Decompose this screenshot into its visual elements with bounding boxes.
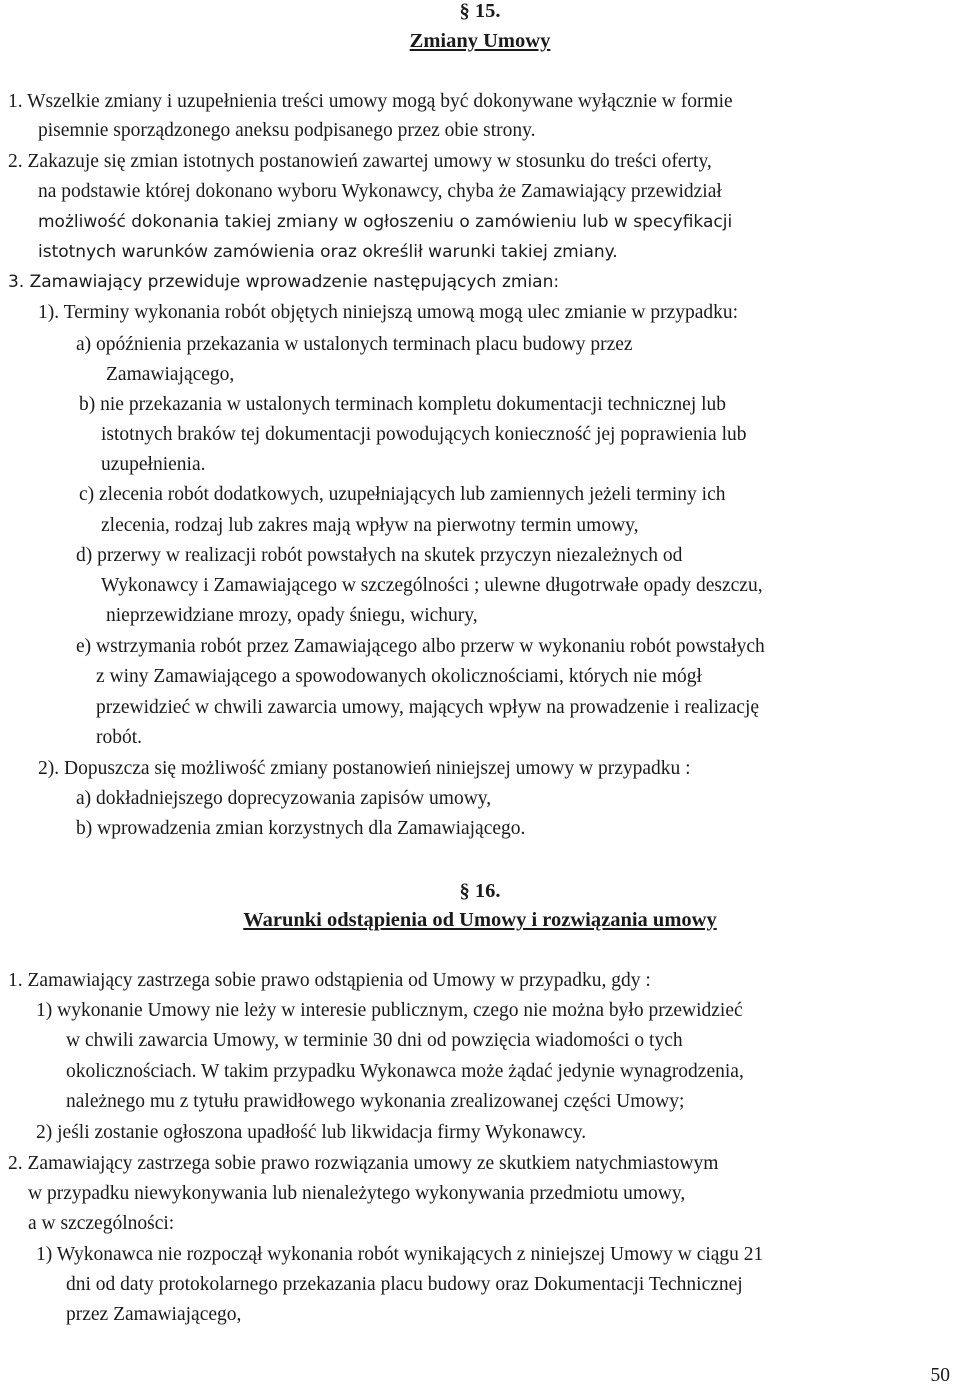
text-line: 1) wykonanie Umowy nie leży w interesie publicznym, czego nie można było przewidzieć	[36, 1000, 743, 1021]
text-line: 1). Terminy wykonania robót objętych niniejszą umową mogą ulec zmianie w przypadku:	[38, 302, 739, 323]
page-number: 50	[930, 1365, 950, 1386]
text-line: zlecenia, rodzaj lub zakres mają wpływ na pierwotny termin umowy,	[101, 515, 639, 536]
text-line: 2) jeśli zostanie ogłoszona upadłość lub likwidacja firmy Wykonawcy.	[36, 1122, 587, 1143]
text-line: przewidzieć w chwili zawarcia umowy, mających wpływ na prowadzenie i realizację	[96, 697, 760, 718]
text-line: okolicznościach. W takim przypadku Wykonawca może żądać jedynie wynagrodzenia,	[66, 1061, 744, 1082]
text-line: nieprzewidziane mrozy, opady śniegu, wichury,	[106, 605, 478, 626]
text-line: a) opóźnienia przekazania w ustalonych terminach placu budowy przez	[76, 334, 633, 355]
text-line: w chwili zawarcia Umowy, w terminie 30 dni od powzięcia wiadomości o tych	[66, 1030, 683, 1051]
text-line: 2. Zakazuje się zmian istotnych postanowień zawartej umowy w stosunku do treści oferty,	[8, 151, 712, 172]
text-line: a w szczególności:	[28, 1213, 175, 1234]
text-line: w przypadku niewykonywania lub nienależytego wykonywania przedmiotu umowy,	[28, 1183, 686, 1204]
text-line: możliwość dokonania takiej zmiany w ogłoszeniu o zamówieniu lub w specyfikacji	[38, 212, 733, 232]
text-line: przez Zamawiającego,	[66, 1304, 242, 1325]
text-line: 1. Zamawiający zastrzega sobie prawo odstąpienia od Umowy w przypadku, gdy :	[8, 970, 651, 991]
text-line: b) nie przekazania w ustalonych terminach kompletu dokumentacji technicznej lub	[79, 394, 727, 415]
text-line: 3. Zamawiający przewiduje wprowadzenie następujących zmian:	[8, 272, 560, 292]
text-line: 2). Dopuszcza się możliwość zmiany postanowień niniejszej umowy w przypadku :	[38, 758, 691, 779]
text-line: na podstawie której dokonano wyboru Wykonawcy, chyba że Zamawiający przewidział	[38, 181, 722, 202]
section-15-number: § 15.	[459, 0, 501, 22]
text-line: b) wprowadzenia zmian korzystnych dla Zamawiającego.	[76, 818, 526, 839]
text-line: istotnych warunków zamówienia oraz określił warunki takiej zmiany.	[38, 242, 618, 262]
text-line: 2. Zamawiający zastrzega sobie prawo rozwiązania umowy ze skutkiem natychmiastowym	[8, 1153, 719, 1174]
text-line: d) przerwy w realizacji robót powstałych na skutek przyczyn niezależnych od	[76, 545, 683, 566]
text-line: robót.	[96, 727, 143, 748]
text-line: pisemnie sporządzonego aneksu podpisanego przez obie strony.	[38, 120, 536, 141]
section-16-title: Warunki odstąpienia od Umowy i rozwiązania umowy	[243, 909, 717, 931]
text-line: e) wstrzymania robót przez Zamawiającego albo przerw w wykonaniu robót powstałych	[76, 636, 765, 657]
text-line: z winy Zamawiającego a spowodowanych okolicznościami, których nie mógł	[96, 666, 702, 687]
text-line: należnego mu z tytułu prawidłowego wykonania zrealizowanej części Umowy;	[66, 1091, 685, 1112]
text-line: a) dokładniejszego doprecyzowania zapisów umowy,	[76, 788, 492, 809]
text-line: 1) Wykonawca nie rozpoczął wykonania robót wynikających z niniejszej Umowy w ciągu 21	[36, 1244, 764, 1265]
text-line: istotnych braków tej dokumentacji powodujących konieczność jej poprawienia lub	[101, 424, 747, 445]
text-line: Zamawiającego,	[106, 364, 235, 385]
text-line: 1. Wszelkie zmiany i uzupełnienia treści umowy mogą być dokonywane wyłącznie w formie	[8, 91, 733, 112]
text-line: uzupełnienia.	[101, 454, 206, 475]
text-line: dni od daty protokolarnego przekazania placu budowy oraz Dokumentacji Technicznej	[66, 1274, 743, 1295]
section-16-number: § 16.	[459, 880, 501, 902]
section-15-title: Zmiany Umowy	[409, 30, 551, 52]
text-line: Wykonawcy i Zamawiającego w szczególności ; ulewne długotrwałe opady deszczu,	[101, 575, 763, 596]
text-line: c) zlecenia robót dodatkowych, uzupełniających lub zamiennych jeżeli terminy ich	[79, 484, 726, 505]
